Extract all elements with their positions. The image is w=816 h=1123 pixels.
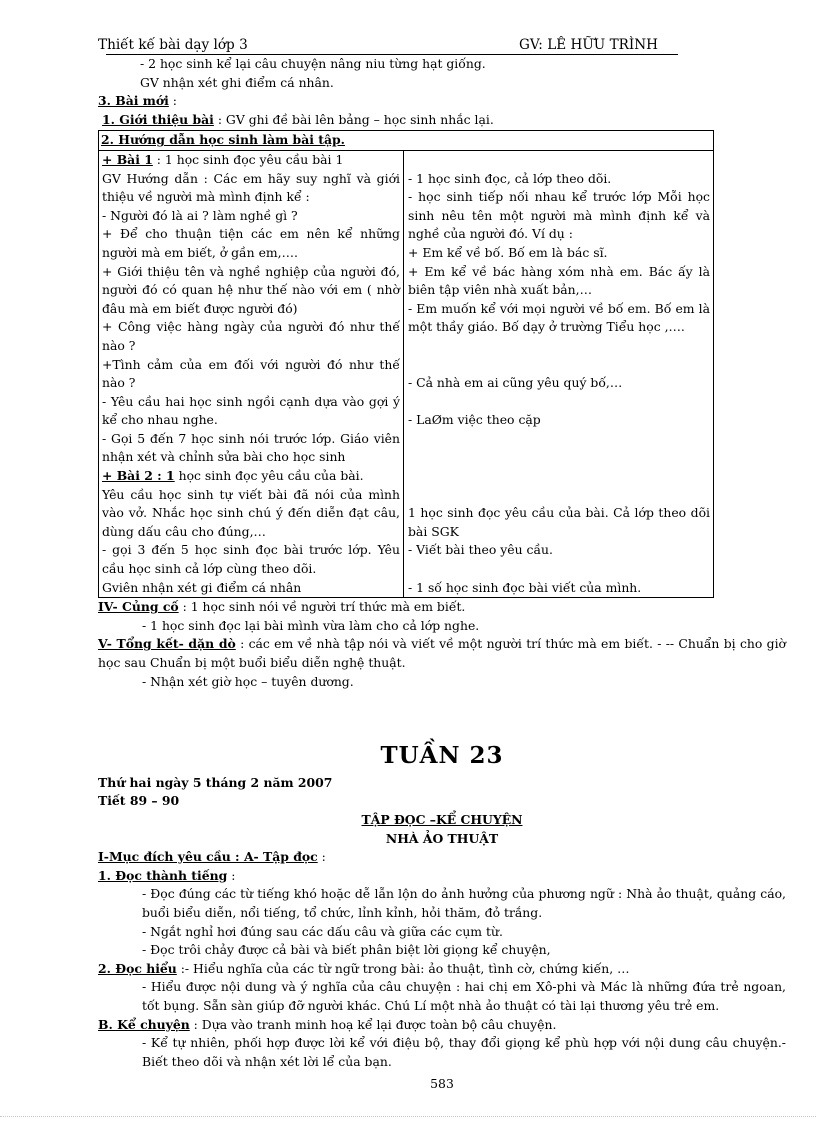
bai2-line: + Bài 2 : 1 học sinh đọc yêu cầu của bài. <box>102 468 364 484</box>
teacher-line: - Yêu cầu hai học sinh ngồi cạnh dựa vào gợi ý kể cho nhau nghe. <box>102 393 400 428</box>
activity-table <box>98 130 714 598</box>
lesson-subject: TẬP ĐỌC –KỂ CHUYỆN <box>361 811 523 827</box>
section-muc-dich: I-Mục đích yêu cầu : A- Tập đọc : <box>98 849 326 865</box>
header-left: Thiết kế bài dạy lớp 3 <box>98 37 248 53</box>
section-cung-co: IV- Củng cố : 1 học sinh nói về người trí thức mà em biết. <box>98 599 466 615</box>
student-line: - học sinh tiếp nối nhau kể trước lớp Mỗi học sinh nêu tên một người mà mình định kể và nghề của người đó. Ví dụ : <box>408 189 710 242</box>
teacher-line: - gọi 3 đến 5 học sinh đọc bài trước lớp. Yêu cầu học sinh cả lớp cùng theo dõi. <box>102 542 400 577</box>
text-line: - Đọc trôi chảy được cả bài và biết phân biệt lời giọng kể chuyện, <box>142 942 551 958</box>
student-column <box>404 151 713 597</box>
teacher-line: + Để cho thuận tiện các em nên kể những người mà em biết, ở gần em,…. <box>102 226 400 260</box>
teacher-line: +Tình cảm của em đối với người đó như thế nào ? <box>102 356 400 391</box>
text-line: - 1 học sinh đọc lại bài mình vừa làm cho cả lớp nghe. <box>142 617 480 633</box>
header-right: GV: LÊ HỮU TRÌNH <box>519 37 658 53</box>
section-tong-ket: V- Tổng kết- dặn dò : các em về nhà tập nói và viết về một người trí thức mà em biết. - -- Chuẩn bị cho giờ học sau Chuẩn bị một buổi biểu diễn nghệ thuật. <box>98 636 786 670</box>
teacher-line: + Công việc hàng ngày của người đó như thế nào ? <box>102 319 400 353</box>
student-line: - Em muốn kể với mọi người về bố em. Bố em là một thầy giáo. Bố dạy ở trường Tiểu học ,…. <box>408 300 710 335</box>
section-bai-moi: 3. Bài mới : <box>98 93 177 109</box>
tiet-line: Tiết 89 – 90 <box>98 793 180 809</box>
section-gioi-thieu: 1. Giới thiệu bài : GV ghi đề bài lên bảng – học sinh nhắc lại. <box>102 111 494 127</box>
student-line: - 1 số học sinh đọc bài viết của mình. <box>408 579 642 595</box>
week-title: TUẦN 23 <box>380 742 504 770</box>
student-line: 1 học sinh đọc yêu cầu của bài. Cả lớp theo dõi bài SGK <box>408 505 710 539</box>
page-number: 583 <box>430 1076 454 1092</box>
bai1-line: + Bài 1 : 1 học sinh đọc yêu cầu bài 1 <box>102 151 344 167</box>
table-heading: 2. Hướng dẫn học sinh làm bài tập. <box>99 131 713 151</box>
student-line: - 1 học sinh đọc, cả lớp theo dõi. <box>408 170 612 186</box>
date-line: Thứ hai ngày 5 tháng 2 năm 2007 <box>98 774 333 790</box>
section-doc-thanh-tieng: 1. Đọc thành tiếng : <box>98 867 236 883</box>
student-line: + Em kể về bác hàng xóm nhà em. Bác ấy là biên tập viên nhà xuất bản,… <box>408 263 710 298</box>
page-break-line <box>0 1116 816 1117</box>
document-page <box>98 36 786 1094</box>
teacher-line: + Giới thiệu tên và nghề nghiệp của người đó, người đó có quan hệ như thế nào với em ( nhờ đâu mà em biết được người đó) <box>102 263 400 316</box>
section-doc-hieu: 2. Đọc hiểu :- Hiểu nghĩa của các từ ngữ trong bài: ảo thuật, tình cờ, chứng kiến, … <box>98 960 630 976</box>
teacher-line: Yêu cầu học sinh tự viết bài đã nói của mình vào vở. Nhắc học sinh chú ý đến diễn đạt câu, dùng dấu câu cho đúng,… <box>102 486 400 539</box>
section-ke-chuyen: B. Kể chuyện : Dựa vào tranh minh hoạ kể lại được toàn bộ câu chuyện. <box>98 1016 557 1032</box>
teacher-line: - Gọi 5 đến 7 học sinh nói trước lớp. Giáo viên nhận xét và chỉnh sửa bài cho học sinh <box>102 430 400 465</box>
text-line: GV nhận xét ghi điểm cá nhân. <box>140 74 334 90</box>
student-line: - LaØm việc theo cặp <box>408 412 541 428</box>
student-line: - Viết bài theo yêu cầu. <box>408 542 553 558</box>
page-header <box>98 36 658 54</box>
lesson-title: NHÀ ẢO THUẬT <box>385 830 499 846</box>
student-line: - Cả nhà em ai cũng yêu quý bố,… <box>408 375 623 391</box>
text-line: - Đọc đúng các từ tiếng khó hoặc dễ lẫn lộn do ảnh hưởng của phương ngữ : Nhà ảo thuật, quảng cáo, buổi biểu diễn, nổi tiếng, tổ chức, lỉnh kỉnh, hỏi thăm, đỏ trắng. <box>142 886 786 920</box>
text-line: - Nhận xét giờ học – tuyên dương. <box>142 673 354 689</box>
teacher-column <box>99 151 404 597</box>
text-line: - Hiểu được nội dung và ý nghĩa của câu chuyện : hai chị em Xô-phi và Mác là những đứa trẻ ngoan, tốt bụng. Sẵn sàn giúp đỡ người khác. Chú Lí một nhà ảo thuật có tài lại thương yêu trẻ em. <box>142 979 786 1013</box>
teacher-line: GV Hướng dẫn : Các em hãy suy nghĩ và giới thiệu về người mà mình định kể : <box>102 170 400 205</box>
teacher-line: - Người đó là ai ? làm nghề gì ? <box>102 207 298 223</box>
student-line: + Em kể về bố. Bố em là bác sĩ. <box>408 244 608 260</box>
teacher-line: Gviên nhận xét gi điểm cá nhân <box>102 579 302 595</box>
text-line: - Ngắt nghỉ hơi đúng sau các dấu câu và giữa các cụm từ. <box>142 923 503 939</box>
text-line: - Kể tự nhiên, phối hợp được lời kể với điệu bộ, thay đổi giọng kể phù hợp với nội dung câu chuyện.- Biết theo dõi và nhận xét lời lể của bạn. <box>142 1035 786 1069</box>
text-line: - 2 học sinh kể lại câu chuyện nâng niu từng hạt giống. <box>140 56 486 71</box>
